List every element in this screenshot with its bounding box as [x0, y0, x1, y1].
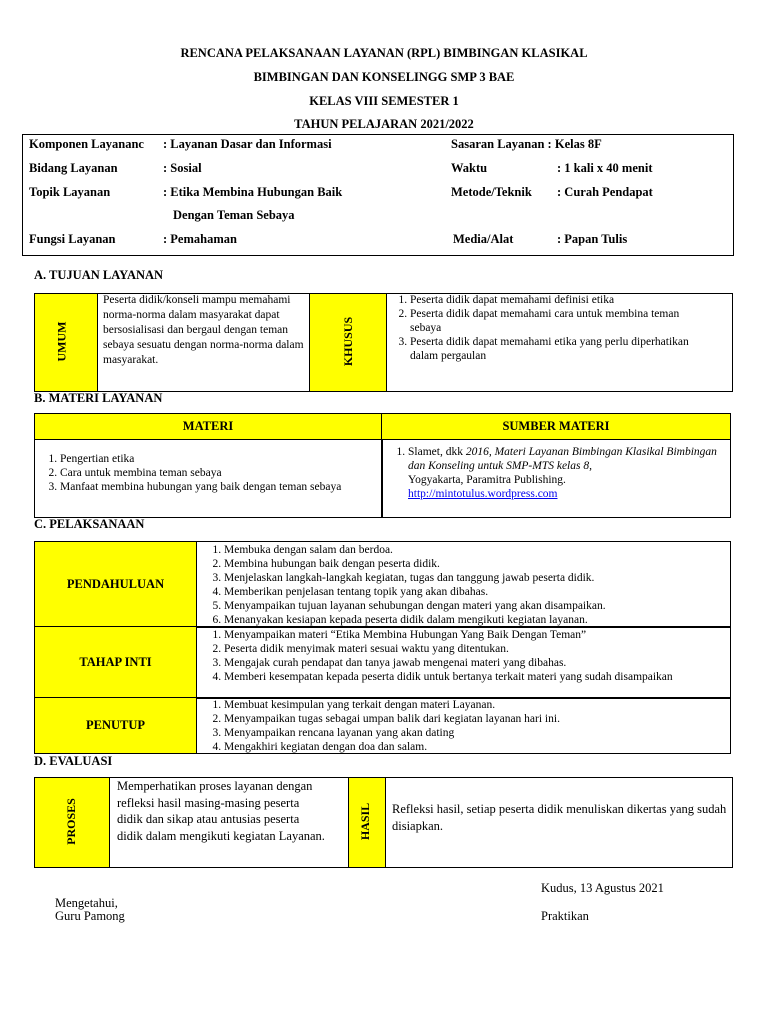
- waktu-value: : 1 kali x 40 menit: [557, 161, 653, 175]
- khusus-item: 3. Peserta didik dapat memahami etika yang perlu diperhatikan dalam pergaulan: [410, 335, 690, 363]
- materi-divider: [381, 439, 383, 518]
- hasil-cell: [348, 777, 386, 868]
- inti-label: TAHAP INTI: [34, 626, 197, 698]
- hasil-label: HASIL: [358, 802, 373, 841]
- mengetahui-text: Mengetahui,: [55, 896, 118, 910]
- guru-pamong-text: Guru Pamong: [55, 909, 125, 923]
- komponen-label: Komponen Layananc: [29, 137, 144, 151]
- khusus-item: 2. Peserta didik dapat memahami cara untuk membina teman sebaya: [410, 307, 690, 335]
- place-date: Kudus, 13 Agustus 2021: [541, 881, 664, 895]
- penutup-label: PENUTUP: [34, 697, 197, 754]
- section-evaluasi-title: D. EVALUASI: [34, 754, 113, 768]
- section-pelaksanaan-title: C. PELAKSANAAN: [34, 517, 145, 531]
- bidang-label: Bidang Layanan: [29, 161, 118, 175]
- materi-list-wrap: [40, 452, 375, 494]
- metode-value: : Curah Pendapat: [557, 185, 653, 199]
- proses-text: Memperhatikan proses layanan dengan refleksi hasil masing-masing peserta didik dan sikap atau antusias peserta didik dalam mengikuti kegiatan Layanan.: [117, 779, 325, 843]
- title-line-1: RENCANA PELAKSANAAN LAYANAN (RPL) BIMBINGAN KLASIKAL: [180, 46, 588, 60]
- umum-label: UMUM: [54, 321, 69, 362]
- penutup-item: 3. Menyampaikan rencana layanan yang akan dating: [224, 726, 724, 740]
- pendahuluan-item: 2. Membina hubungan baik dengan peserta didik.: [224, 557, 724, 571]
- title-line-2: BIMBINGAN DAN KONSELINGG SMP 3 BAE: [253, 70, 515, 84]
- topik-value: : Etika Membina Hubungan Baik: [163, 185, 343, 199]
- pendahuluan-item: 5. Menyampaikan tujuan layanan sehubungan dengan materi yang akan disampaikan.: [224, 599, 724, 613]
- topik-label: Topik Layanan: [29, 185, 111, 199]
- waktu-label: Waktu: [451, 161, 488, 175]
- fungsi-label: Fungsi Layanan: [29, 232, 116, 246]
- sumber-list-wrap: [388, 445, 724, 501]
- inti-item: 1. Menyampaikan materi “Etika Membina Hubungan Yang Baik Dengan Teman”: [224, 628, 724, 642]
- penutup-item: 4. Mengakhiri kegiatan dengan doa dan salam.: [224, 740, 724, 754]
- penutup-item: 1. Membuat kesimpulan yang terkait dengan materi Layanan.: [224, 698, 724, 712]
- section-tujuan-title: A. TUJUAN LAYANAN: [34, 268, 164, 282]
- metode-label: Metode/Teknik: [451, 185, 532, 199]
- materi-item: 1. Pengertian etika: [60, 452, 375, 466]
- media-value: : Papan Tulis: [557, 232, 628, 246]
- sumber-header: SUMBER MATERI: [381, 413, 731, 440]
- bidang-value: : Sosial: [163, 161, 202, 175]
- umum-cell: [34, 293, 98, 392]
- sasaran-text: Sasaran Layanan : Kelas 8F: [451, 137, 602, 151]
- sumber-publisher: Yogyakarta, Paramitra Publishing.: [408, 474, 566, 486]
- topik-value-line-2: Dengan Teman Sebaya: [173, 208, 295, 222]
- khusus-item: 1. Peserta didik dapat memahami definisi etika: [410, 293, 690, 307]
- khusus-list-wrap: [390, 293, 690, 363]
- materi-item: 3. Manfaat membina hubungan yang baik dengan teman sebaya: [60, 480, 375, 494]
- fungsi-value: : Pemahaman: [163, 232, 237, 246]
- section-materi-title: B. MATERI LAYANAN: [34, 391, 163, 405]
- pendahuluan-item: 1. Membuka dengan salam dan berdoa.: [224, 543, 724, 557]
- hasil-text: Refleksi hasil, setiap peserta didik menuliskan dikertas yang sudah disiapkan.: [392, 802, 727, 833]
- materi-header: MATERI: [34, 413, 382, 440]
- pendahuluan-item: 4. Memberikan penjelasan tentang topik yang akan dibahas.: [224, 585, 724, 599]
- pendahuluan-list-wrap: [204, 543, 724, 627]
- pendahuluan-item: 6. Menanyakan kesiapan kepada peserta didik dalam mengikuti kegiatan layanan.: [224, 613, 724, 627]
- praktikan-text: Praktikan: [541, 909, 589, 923]
- khusus-cell: [309, 293, 387, 392]
- sumber-title: 2016, Materi Layanan Bimbingan Klasikal Bimbingan dan Konseling untuk SMP-MTS kelas 8,: [408, 446, 717, 472]
- title-line-3: KELAS VIII SEMESTER 1: [309, 94, 459, 108]
- proses-cell: [34, 777, 110, 868]
- penutup-item: 2. Menyampaikan tugas sebagai umpan balik dari kegiatan layanan hari ini.: [224, 712, 724, 726]
- inti-item: 4. Memberi kesempatan kepada peserta didik untuk bertanya terkait materi yang sudah disampaikan: [224, 670, 724, 684]
- sumber-author: Slamet, dkk: [408, 446, 466, 458]
- khusus-label: KHUSUS: [341, 316, 356, 367]
- sumber-link[interactable]: http://mintotulus.wordpress.com: [408, 488, 558, 500]
- pendahuluan-label: PENDAHULUAN: [34, 541, 197, 627]
- inti-item: 3. Mengajak curah pendapat dan tanya jawab mengenai materi yang dibahas.: [224, 656, 724, 670]
- sumber-item: [408, 445, 724, 501]
- media-label: Media/Alat: [453, 232, 514, 246]
- title-line-4: TAHUN PELAJARAN 2021/2022: [294, 117, 474, 131]
- penutup-list-wrap: [204, 698, 724, 754]
- inti-list-wrap: [204, 628, 724, 684]
- info-box: [22, 134, 734, 256]
- materi-item: 2. Cara untuk membina teman sebaya: [60, 466, 375, 480]
- komponen-value: : Layanan Dasar dan Informasi: [163, 137, 332, 151]
- inti-item: 2. Peserta didik menyimak materi sesuai waktu yang ditentukan.: [224, 642, 724, 656]
- pendahuluan-item: 3. Menjelaskan langkah-langkah kegiatan, tugas dan tanggung jawab peserta didik.: [224, 571, 724, 585]
- umum-text: Peserta didik/konseli mampu memahami norma-norma dalam masyarakat dapat bersosialisasi dan bergaul dengan teman sebaya sesuatu dengan norma-norma dalam masyarakat.: [103, 294, 304, 366]
- proses-label: PROSES: [63, 798, 78, 845]
